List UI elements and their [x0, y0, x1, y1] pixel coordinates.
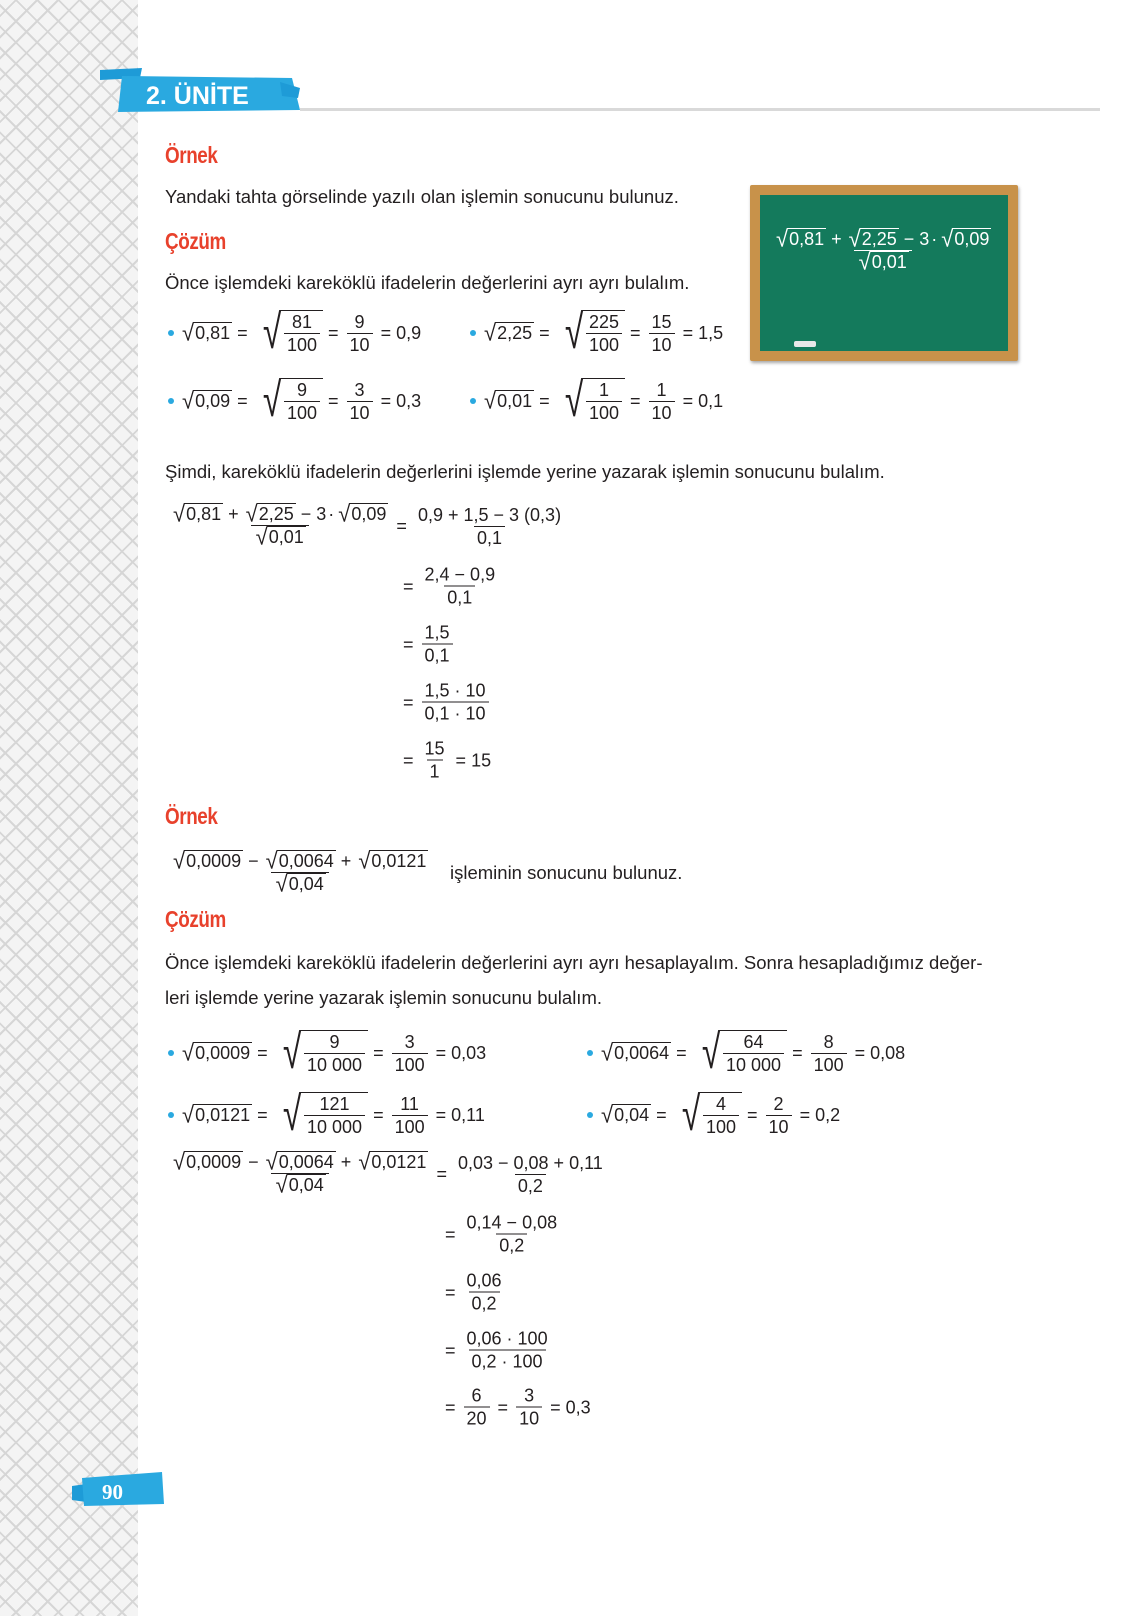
bullet-icon [470, 398, 476, 404]
bullet-icon [168, 330, 174, 336]
example2-expression: √ 0,0009 − √ 0,0064 + √ 0,0121 √ 0,04 [173, 847, 427, 897]
example2-intro-line1: Önce işlemdeki kareköklü ifadelerin değerlerini ayrı ayrı hesaplayalım. Sonra hesapladığımız değer- [165, 952, 983, 973]
bullet-icon [168, 1112, 174, 1118]
example2-title: Örnek [165, 803, 218, 829]
bullet-icon [587, 1112, 593, 1118]
chain2-step5: = $\frac{6}{20}$ = $\frac{3}{10}$ = 0,3 [445, 1385, 591, 1429]
chain1-step1: √ 0,81 + √ 2,25 − 3 · √ 0,09 √ 0,01 = $\frac{0,9 + 1,5 - 3 (0,3)}{0,1}$ [173, 500, 562, 550]
chain2-step2: = $\frac{0,14 - 0,08}{0,2}$ [445, 1212, 558, 1256]
calc-sqrt-081: √ 0,81 = √ $\frac{81}{100}$ = $\frac{9}{10}$ = 0,9 [182, 306, 422, 359]
chalkboard [750, 185, 1018, 361]
chain1-step2: = $\frac{2,4 - 0,9}{0,1}$ [403, 564, 496, 608]
bullet-icon [168, 1050, 174, 1056]
calc-sqrt-0121: √ 0,0121 = √ $\frac{121}{10 000}$ = $\frac{11}{100}$ = 0,11 [182, 1088, 485, 1141]
chain2-step1: √ 0,0009 − √ 0,0064 + √ 0,0121 √ 0,04 = $\frac{0,03 - 0,08 + 0,11}{0,2}$ [173, 1148, 603, 1198]
example2-question-suffix: işleminin sonucunu bulunuz. [450, 862, 683, 883]
chain1-step4: = $\frac{1,5 \cdot 10}{0,1 \cdot 10}$ [398, 680, 492, 725]
calc-sqrt-225: √ 2,25 = √ $\frac{225}{100}$ = $\frac{15}{10}$ = 1,5 [484, 306, 724, 359]
calc-sqrt-0009: √ 0,0009 = √ $\frac{9}{10 000}$ = $\frac{3}{100}$ = 0,03 [182, 1026, 487, 1079]
calc-sqrt-009: √ 0,09 = √ $\frac{9}{100}$ = $\frac{3}{10}$ = 0,3 [182, 374, 422, 427]
chain1-step5: = $\frac{15}{1}$ = 15 [403, 738, 492, 782]
calc-sqrt-004: √ 0,04 = √ $\frac{4}{100}$ = $\frac{2}{10}$ = 0,2 [601, 1088, 841, 1141]
chalk-piece [794, 341, 816, 347]
unit-title: 2. ÜNİTE [146, 82, 249, 110]
bullet-icon [168, 398, 174, 404]
side-pattern [0, 0, 138, 1616]
chain2-step4: = $\frac{0,06 \cdot 100}{0,2 \cdot 100}$ [445, 1328, 548, 1372]
example2-solution-title: Çözüm [165, 906, 226, 932]
example1-intro: Önce işlemdeki kareköklü ifadelerin değerlerini ayrı ayrı bulalım. [165, 272, 690, 293]
example1-solution-title: Çözüm [165, 228, 226, 254]
example1-next: Şimdi, kareköklü ifadelerin değerlerini işlemde yerine yazarak işlemin sonucunu bulalım. [165, 461, 885, 482]
bullet-icon [587, 1050, 593, 1056]
page-number-badge [72, 1472, 164, 1506]
example2-intro-line2: leri işlemde yerine yazarak işlemin sonucunu bulalım. [165, 987, 602, 1008]
chalkboard-expression: √ 0,81 + √ 2,25 − 3 · √ 0,09 √ 0,01 [776, 225, 990, 275]
header-rule [300, 108, 1100, 111]
calc-sqrt-001: √ 0,01 = √ $\frac{1}{100}$ = $\frac{1}{10}$ = 0,1 [484, 374, 724, 427]
chain1-step3: = $\frac{1,5}{0,1}$ [398, 622, 456, 667]
page-number: 90 [102, 1480, 123, 1504]
example1-title: Örnek [165, 142, 218, 168]
unit-banner [100, 68, 300, 114]
bullet-icon [470, 330, 476, 336]
chalkboard-surface [760, 195, 1008, 351]
chain2-step3: = $\frac{0,06}{0,2}$ [445, 1270, 502, 1314]
example1-question: Yandaki tahta görselinde yazılı olan işlemin sonucunu bulunuz. [165, 186, 679, 207]
calc-sqrt-0064: √ 0,0064 = √ $\frac{64}{10 000}$ = $\frac{8}{100}$ = 0,08 [601, 1026, 906, 1079]
